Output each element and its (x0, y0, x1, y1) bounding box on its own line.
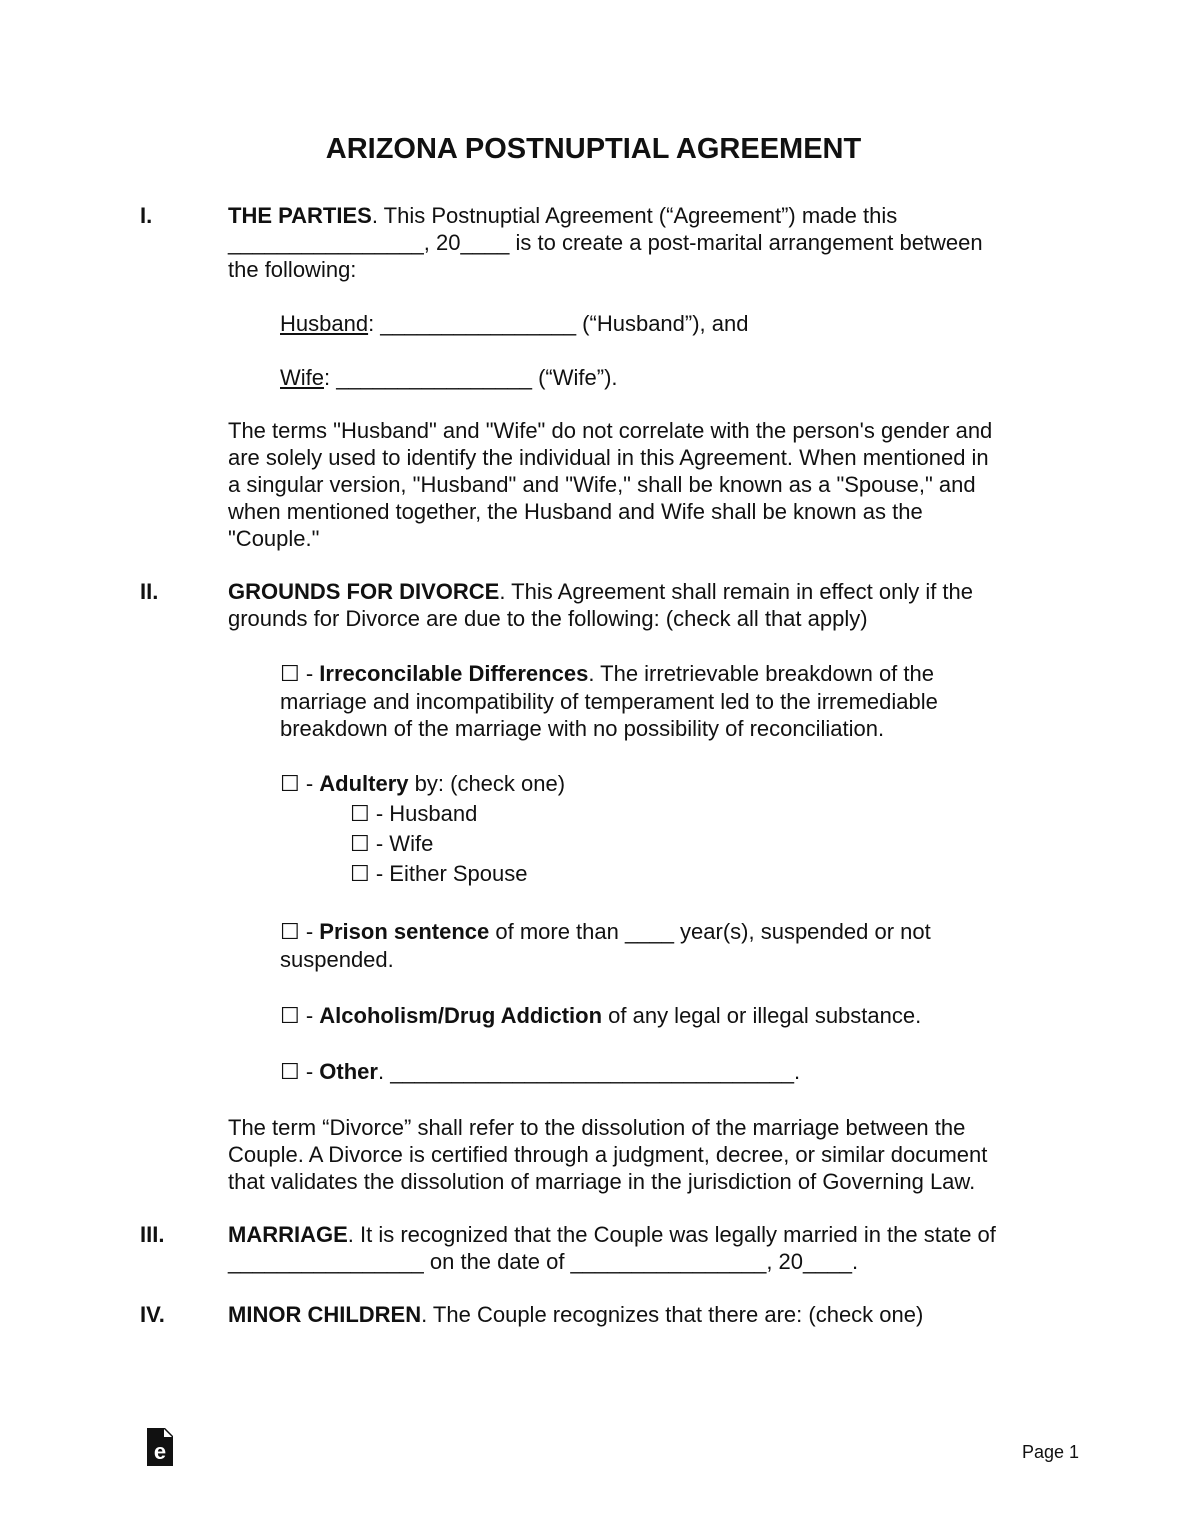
section-2-number: II. (140, 579, 159, 604)
section-2-heading: GROUNDS FOR DIVORCE (228, 579, 500, 604)
terms-line-2: are solely used to identify the individual in this Agreement. When mentioned in (228, 445, 989, 470)
other-blank: . _________________________________. (377, 1059, 801, 1084)
other-option: ☐ - Other. _________________________________. (280, 1059, 801, 1084)
terms-line-1: The terms "Husband" and "Wife" do not correlate with the person's gender and (228, 418, 993, 443)
husband-line (280, 310, 748, 337)
alcohol-text: of any legal or illegal substance. (602, 1003, 922, 1028)
terms-line-3: a singular version, "Husband" and "Wife," shall be known as a "Spouse," and (228, 472, 976, 497)
adultery-either-option (350, 860, 528, 887)
prison-checkbox[interactable]: ☐ (280, 919, 300, 944)
irreconcilable-text: . The irretrievable breakdown of the (588, 661, 934, 686)
section-1-line-3: the following: (228, 257, 357, 282)
section-1-line-1 (228, 202, 897, 229)
adultery-either-label: - Either Spouse (375, 861, 528, 886)
page-number: Page 1 (1022, 1442, 1080, 1462)
adultery-wife-checkbox[interactable]: ☐ (350, 831, 370, 856)
prison-line-2: suspended. (280, 947, 394, 972)
svg-text:e: e (153, 1439, 167, 1464)
wife-blank: : ________________ (“Wife”). (324, 365, 618, 390)
section-3-line-2: ________________ on the date of ________________, 20____. (228, 1249, 859, 1274)
section-2-line-1-text: . This Agreement shall remain in effect only if the (499, 579, 974, 604)
terms-line-5: "Couple." (228, 526, 320, 551)
adultery-label: Adultery (319, 771, 409, 796)
alcohol-option: ☐ - Alcoholism/Drug Addiction of any legal or illegal substance. (280, 1003, 922, 1028)
section-1-line-2: ________________, 20____ is to create a post-marital arrangement between (228, 230, 983, 255)
adultery-husband-checkbox[interactable]: ☐ (350, 801, 370, 826)
irreconcilable-line-2: marriage and incompatibility of temperament led to the irremediable (280, 689, 938, 714)
irreconcilable-checkbox[interactable]: ☐ (280, 661, 300, 686)
wife-label: Wife (280, 365, 324, 390)
other-checkbox[interactable]: ☐ (280, 1059, 300, 1084)
document-title: ARIZONA POSTNUPTIAL AGREEMENT (325, 133, 862, 165)
adultery-husband-option (350, 800, 477, 827)
irreconcilable-label: Irreconcilable Differences (319, 661, 589, 686)
section-4-line-1 (228, 1301, 923, 1328)
alcohol-checkbox[interactable]: ☐ (280, 1003, 300, 1028)
divorce-def-line-1: The term “Divorce” shall refer to the dissolution of the marriage between the (228, 1115, 966, 1140)
section-4-heading: MINOR CHILDREN (228, 1302, 422, 1327)
prison-option: ☐ - Prison sentence of more than ____ year(s), suspended or not (280, 919, 931, 944)
section-3-line-1-text: . It is recognized that the Couple was legally married in the state of (347, 1222, 996, 1247)
section-1-line-1-text: . This Postnuptial Agreement (“Agreement”) made this (371, 203, 898, 228)
prison-label: Prison sentence (319, 919, 490, 944)
adultery-text: by: (check one) (408, 771, 566, 796)
section-3-number: III. (140, 1222, 165, 1247)
adultery-option: ☐ - Adultery by: (check one) (280, 771, 566, 796)
wife-line (280, 364, 618, 391)
section-4-line-1-text: . The Couple recognizes that there are: (check one) (421, 1302, 924, 1327)
adultery-husband-label: - Husband (375, 801, 478, 826)
irreconcilable-line-3: breakdown of the marriage with no possibility of reconciliation. (280, 716, 885, 741)
section-1-number: I. (140, 203, 153, 228)
adultery-wife-option (350, 830, 433, 857)
husband-blank: : ________________ (“Husband”), and (368, 311, 749, 336)
adultery-either-checkbox[interactable]: ☐ (350, 861, 370, 886)
section-2-line-2: grounds for Divorce are due to the following: (check all that apply) (228, 606, 868, 631)
divorce-def-line-3: that validates the dissolution of marriage in the jurisdiction of Governing Law. (228, 1169, 976, 1194)
section-2-line-1 (228, 578, 973, 605)
section-1-heading: THE PARTIES (228, 203, 372, 228)
prison-text: of more than ____ year(s), suspended or not (489, 919, 931, 944)
divorce-def-line-2: Couple. A Divorce is certified through a judgment, decree, or similar document (228, 1142, 988, 1167)
adultery-wife-label: - Wife (375, 831, 434, 856)
irreconcilable-option: ☐ - Irreconcilable Differences. The irretrievable breakdown of the (280, 661, 934, 686)
alcohol-label: Alcoholism/Drug Addiction (319, 1003, 603, 1028)
adultery-checkbox[interactable]: ☐ (280, 771, 300, 796)
eforms-logo-icon (147, 1428, 173, 1466)
section-3-heading: MARRIAGE (228, 1222, 348, 1247)
section-4-number: IV. (140, 1302, 165, 1327)
terms-line-4: when mentioned together, the Husband and Wife shall be known as the (228, 499, 923, 524)
husband-label: Husband (280, 311, 369, 336)
other-label: Other (319, 1059, 378, 1084)
section-3-line-1 (228, 1221, 996, 1248)
